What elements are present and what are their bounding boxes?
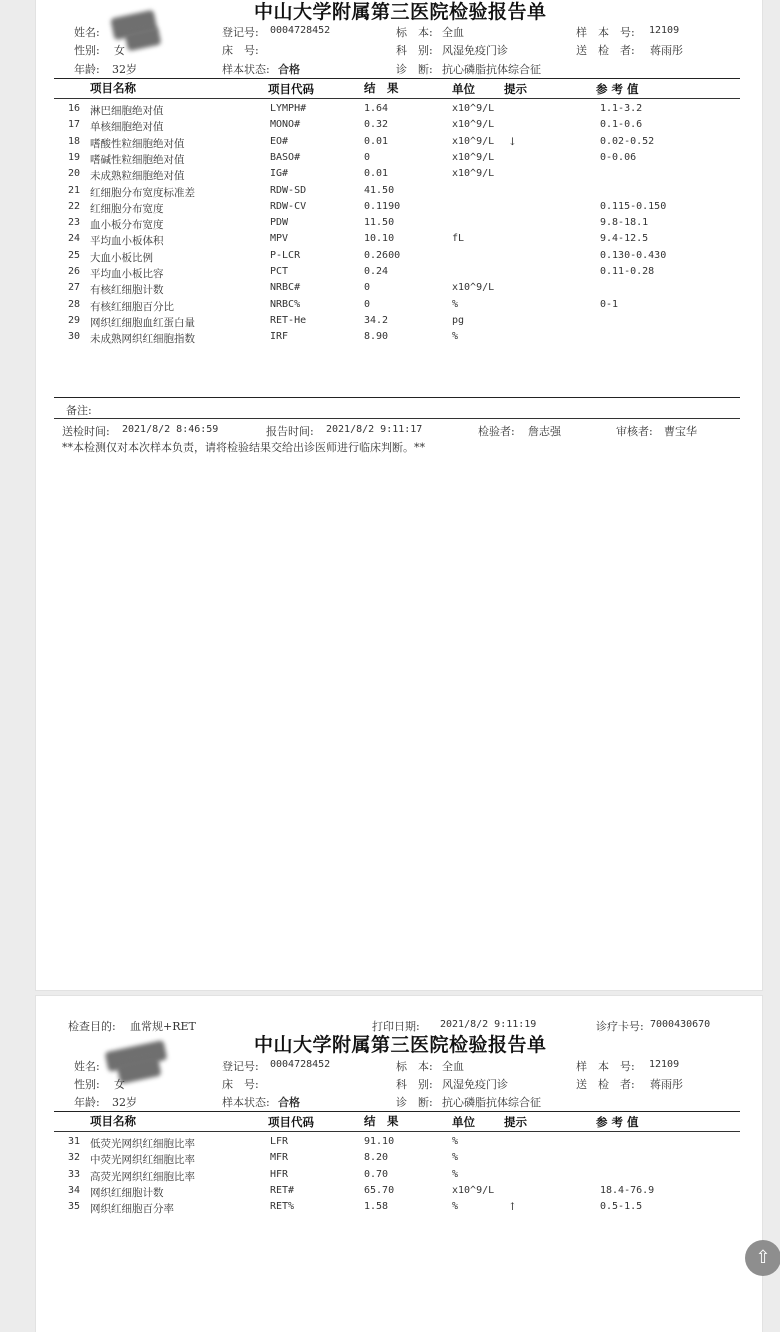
- sender-label: 送 检 者:: [576, 44, 635, 57]
- diag-value-2: 抗心磷脂抗体综合征: [442, 1096, 541, 1109]
- reg-value-2: 0004728452: [270, 1059, 331, 1070]
- sample-no-label-2: 样 本 号:: [576, 1060, 635, 1073]
- bed-label: 床 号:: [222, 44, 259, 57]
- cell-flag: ↑: [508, 1201, 517, 1214]
- age-label: 年龄:: [74, 63, 100, 76]
- specimen-label-2: 标 本:: [396, 1060, 433, 1073]
- cell-no: 31: [68, 1136, 81, 1147]
- cell-unit: %: [452, 1168, 459, 1180]
- specimen-label: 标 本:: [396, 26, 433, 39]
- gender-label-2: 性别:: [74, 1078, 100, 1091]
- cell-code: NRBC#: [270, 282, 301, 294]
- cell-ref: 0.115-0.150: [600, 200, 667, 212]
- header-rule-top-2: [54, 1111, 740, 1112]
- sample-state-value: 合格: [278, 63, 300, 76]
- remarks-rule-bottom: [54, 418, 740, 419]
- cell-no: 20: [68, 168, 81, 180]
- cell-name: 未成熟网织红细胞指数: [90, 333, 195, 346]
- print-date-value: 2021/8/2 9:11:19: [440, 1019, 537, 1030]
- cell-name: 网织红细胞血红蛋白量: [90, 316, 195, 329]
- cell-name: 平均血小板体积: [90, 235, 164, 248]
- purpose-label: 检查目的:: [68, 1020, 116, 1033]
- cell-result: 91.10: [364, 1136, 395, 1147]
- report-page-2: [36, 996, 762, 1332]
- remarks-rule-top: [54, 397, 740, 398]
- cell-code: HFR: [270, 1168, 289, 1180]
- remarks-label: 备注:: [66, 404, 92, 417]
- cell-result: 0.70: [364, 1168, 389, 1180]
- cell-no: 33: [68, 1168, 81, 1180]
- age-label-2: 年龄:: [74, 1096, 100, 1109]
- cell-result: 34.2: [364, 314, 389, 326]
- cell-result: 0: [364, 298, 371, 310]
- header-rule-top: [54, 78, 740, 79]
- cell-unit: x10^9/L: [452, 1184, 495, 1196]
- print-date-label: 打印日期:: [372, 1020, 420, 1033]
- cell-result: 1.64: [364, 103, 389, 114]
- cell-result: 0.01: [364, 135, 389, 147]
- cell-no: 22: [68, 200, 81, 212]
- sample-no-value-2: 12109: [649, 1059, 680, 1070]
- cell-name: 平均血小板比容: [90, 268, 164, 280]
- send-time-label: 送检时间:: [62, 425, 110, 438]
- cell-code: MPV: [270, 233, 289, 245]
- scroll-to-top-button[interactable]: [745, 1240, 780, 1276]
- gender-value-2: 女: [114, 1078, 125, 1091]
- cell-no: 28: [68, 298, 81, 310]
- cell-name: 血小板分布宽度: [90, 219, 164, 232]
- dept-value-2: 风湿免疫门诊: [442, 1078, 508, 1091]
- cell-code: P-LCR: [270, 249, 301, 261]
- cell-no: 35: [68, 1201, 81, 1213]
- report-time-value: 2021/8/2 9:11:17: [326, 424, 423, 435]
- name-label: 姓名:: [74, 26, 100, 39]
- cell-ref: 0.5-1.5: [600, 1201, 643, 1213]
- cell-result: 1.58: [364, 1201, 389, 1213]
- cell-result: 8.90: [364, 331, 389, 343]
- cell-name: 低荧光网织红细胞比率: [90, 1138, 195, 1150]
- report-page-1: [36, 0, 762, 990]
- cell-unit: x10^9/L: [452, 103, 495, 114]
- col-result-header: 结 果: [364, 81, 399, 95]
- cell-name: 淋巴细胞绝对值: [90, 105, 164, 117]
- sender-value-2: 蒋雨彤: [650, 1078, 683, 1091]
- cell-no: 23: [68, 217, 81, 229]
- cell-ref: 0.02-0.52: [600, 135, 655, 147]
- disclaimer: **本检测仅对本次样本负责，请将检验结果交给出诊医师进行临床判断。**: [62, 441, 425, 454]
- cell-result: 8.20: [364, 1152, 389, 1164]
- sample-state-label-2: 样本状态:: [222, 1096, 270, 1109]
- tester-label: 检验者:: [478, 425, 515, 438]
- cell-ref: 0.11-0.28: [600, 266, 655, 277]
- cell-no: 27: [68, 282, 81, 294]
- cell-name: 有核红细胞计数: [90, 284, 164, 297]
- cell-unit: x10^9/L: [452, 135, 495, 147]
- cell-unit: pg: [452, 314, 465, 326]
- cell-result: 0.2600: [364, 249, 401, 261]
- report-title-2: 中山大学附属第三医院检验报告单: [254, 1034, 547, 1056]
- cell-unit: x10^9/L: [452, 282, 495, 294]
- gender-value: 女: [114, 44, 125, 57]
- cell-code: LYMPH#: [270, 103, 307, 114]
- diag-value: 抗心磷脂抗体综合征: [442, 63, 541, 76]
- col-code-header-2: 项目代码: [268, 1115, 314, 1129]
- age-value: 32岁: [112, 63, 137, 76]
- cell-name: 未成熟粒细胞绝对值: [90, 170, 185, 183]
- cell-result: 41.50: [364, 184, 395, 196]
- specimen-value: 全血: [442, 26, 464, 39]
- name-label-2: 姓名:: [74, 1060, 100, 1073]
- reg-label: 登记号:: [222, 26, 259, 39]
- sender-value: 蒋雨彤: [650, 44, 683, 57]
- age-value-2: 32岁: [112, 1096, 137, 1109]
- col-name-header-2: 项目名称: [90, 1114, 136, 1128]
- col-name-header: 项目名称: [90, 81, 136, 95]
- cell-code: MONO#: [270, 119, 301, 131]
- cell-no: 34: [68, 1184, 81, 1196]
- cell-unit: %: [452, 1201, 459, 1213]
- cell-code: RET#: [270, 1184, 295, 1196]
- cell-code: BASO#: [270, 151, 301, 163]
- sample-no-label: 样 本 号:: [576, 26, 635, 39]
- cell-name: 嗜酸性粒细胞绝对值: [90, 137, 185, 150]
- diag-label: 诊 断:: [396, 63, 433, 76]
- arrow-up-icon: ⇧: [755, 1247, 771, 1268]
- cell-unit: %: [452, 298, 459, 310]
- cell-no: 17: [68, 119, 81, 131]
- diag-label-2: 诊 断:: [396, 1096, 433, 1109]
- report-time-label: 报告时间:: [266, 425, 314, 438]
- col-flag-header: 提示: [504, 82, 527, 96]
- cell-ref: 9.8-18.1: [600, 217, 649, 229]
- cell-flag: ↓: [508, 135, 517, 148]
- cell-code: NRBC%: [270, 298, 301, 310]
- cell-unit: %: [452, 1136, 459, 1147]
- cell-no: 24: [68, 233, 81, 245]
- cell-result: 0.32: [364, 119, 389, 131]
- col-ref-header: 参 考 值: [596, 82, 639, 96]
- reviewer-label: 审核者:: [616, 425, 653, 438]
- cell-ref: 18.4-76.9: [600, 1184, 655, 1196]
- sample-state-value-2: 合格: [278, 1096, 300, 1109]
- cell-code: IG#: [270, 168, 289, 180]
- col-unit-header-2: 单位: [452, 1115, 475, 1129]
- cell-name: 高荧光网织红细胞比率: [90, 1170, 195, 1183]
- purpose-value: 血常规+RET: [130, 1020, 196, 1033]
- cell-no: 32: [68, 1152, 81, 1164]
- cell-code: MFR: [270, 1152, 289, 1164]
- card-label: 诊疗卡号:: [596, 1020, 644, 1033]
- cell-code: RDW-SD: [270, 184, 307, 196]
- cell-result: 0: [364, 151, 371, 163]
- reviewer-value: 曹宝华: [664, 425, 697, 438]
- cell-name: 红细胞分布宽度: [90, 202, 164, 215]
- col-unit-header: 单位: [452, 82, 475, 96]
- cell-result: 10.10: [364, 233, 395, 245]
- cell-name: 网织红细胞计数: [90, 1186, 164, 1199]
- cell-name: 有核红细胞百分比: [90, 300, 174, 313]
- dept-label-2: 科 别:: [396, 1078, 433, 1091]
- col-result-header-2: 结 果: [364, 1114, 399, 1128]
- sample-state-label: 样本状态:: [222, 63, 270, 76]
- cell-ref: 9.4-12.5: [600, 233, 649, 245]
- gender-label: 性别:: [74, 44, 100, 57]
- cell-ref: 0.1-0.6: [600, 119, 643, 131]
- cell-no: 16: [68, 103, 81, 114]
- cell-result: 11.50: [364, 217, 395, 229]
- dept-value: 风湿免疫门诊: [442, 44, 508, 57]
- cell-unit: %: [452, 331, 459, 343]
- cell-code: PDW: [270, 217, 289, 229]
- cell-unit: x10^9/L: [452, 119, 495, 131]
- cell-ref: 0-1: [600, 298, 619, 310]
- report-title: 中山大学附属第三医院检验报告单: [254, 1, 547, 23]
- cell-no: 19: [68, 151, 81, 163]
- sample-no-value: 12109: [649, 25, 680, 36]
- cell-no: 18: [68, 135, 81, 147]
- cell-unit: %: [452, 1152, 459, 1164]
- dept-label: 科 别:: [396, 44, 433, 57]
- cell-unit: x10^9/L: [452, 168, 495, 180]
- cell-code: LFR: [270, 1136, 289, 1147]
- header-rule-bottom-2: [54, 1131, 740, 1132]
- send-time-value: 2021/8/2 8:46:59: [122, 424, 219, 435]
- header-rule-bottom: [54, 98, 740, 99]
- reg-label-2: 登记号:: [222, 1060, 259, 1073]
- sender-label-2: 送 检 者:: [576, 1078, 635, 1091]
- reg-value: 0004728452: [270, 25, 331, 36]
- cell-name: 网织红细胞百分率: [90, 1203, 174, 1216]
- cell-name: 中荧光网织红细胞比率: [90, 1154, 195, 1167]
- cell-no: 21: [68, 184, 81, 196]
- cell-result: 65.70: [364, 1184, 395, 1196]
- bed-label-2: 床 号:: [222, 1078, 259, 1091]
- cell-no: 26: [68, 266, 81, 277]
- cell-code: PCT: [270, 266, 289, 277]
- cell-result: 0: [364, 282, 371, 294]
- cell-code: IRF: [270, 331, 289, 343]
- cell-ref: 0-0.06: [600, 151, 637, 163]
- cell-no: 29: [68, 314, 81, 326]
- cell-ref: 1.1-3.2: [600, 103, 643, 114]
- card-value: 7000430670: [650, 1019, 711, 1030]
- cell-code: RET-He: [270, 314, 307, 326]
- cell-name: 红细胞分布宽度标准差: [90, 186, 195, 199]
- cell-result: 0.01: [364, 168, 389, 180]
- cell-no: 25: [68, 249, 81, 261]
- col-ref-header-2: 参 考 值: [596, 1115, 639, 1129]
- cell-no: 30: [68, 331, 81, 343]
- col-code-header: 项目代码: [268, 82, 314, 96]
- specimen-value-2: 全血: [442, 1060, 464, 1073]
- col-flag-header-2: 提示: [504, 1115, 527, 1129]
- cell-name: 大血小板比例: [90, 251, 153, 264]
- cell-result: 0.1190: [364, 200, 401, 212]
- cell-result: 0.24: [364, 266, 389, 277]
- cell-code: RDW-CV: [270, 200, 307, 212]
- cell-name: 嗜碱性粒细胞绝对值: [90, 153, 185, 166]
- cell-name: 单核细胞绝对值: [90, 121, 164, 134]
- cell-ref: 0.130-0.430: [600, 249, 667, 261]
- cell-unit: fL: [452, 233, 465, 245]
- cell-code: RET%: [270, 1201, 295, 1213]
- cell-unit: x10^9/L: [452, 151, 495, 163]
- tester-value: 詹志强: [528, 425, 561, 438]
- cell-code: EO#: [270, 135, 289, 147]
